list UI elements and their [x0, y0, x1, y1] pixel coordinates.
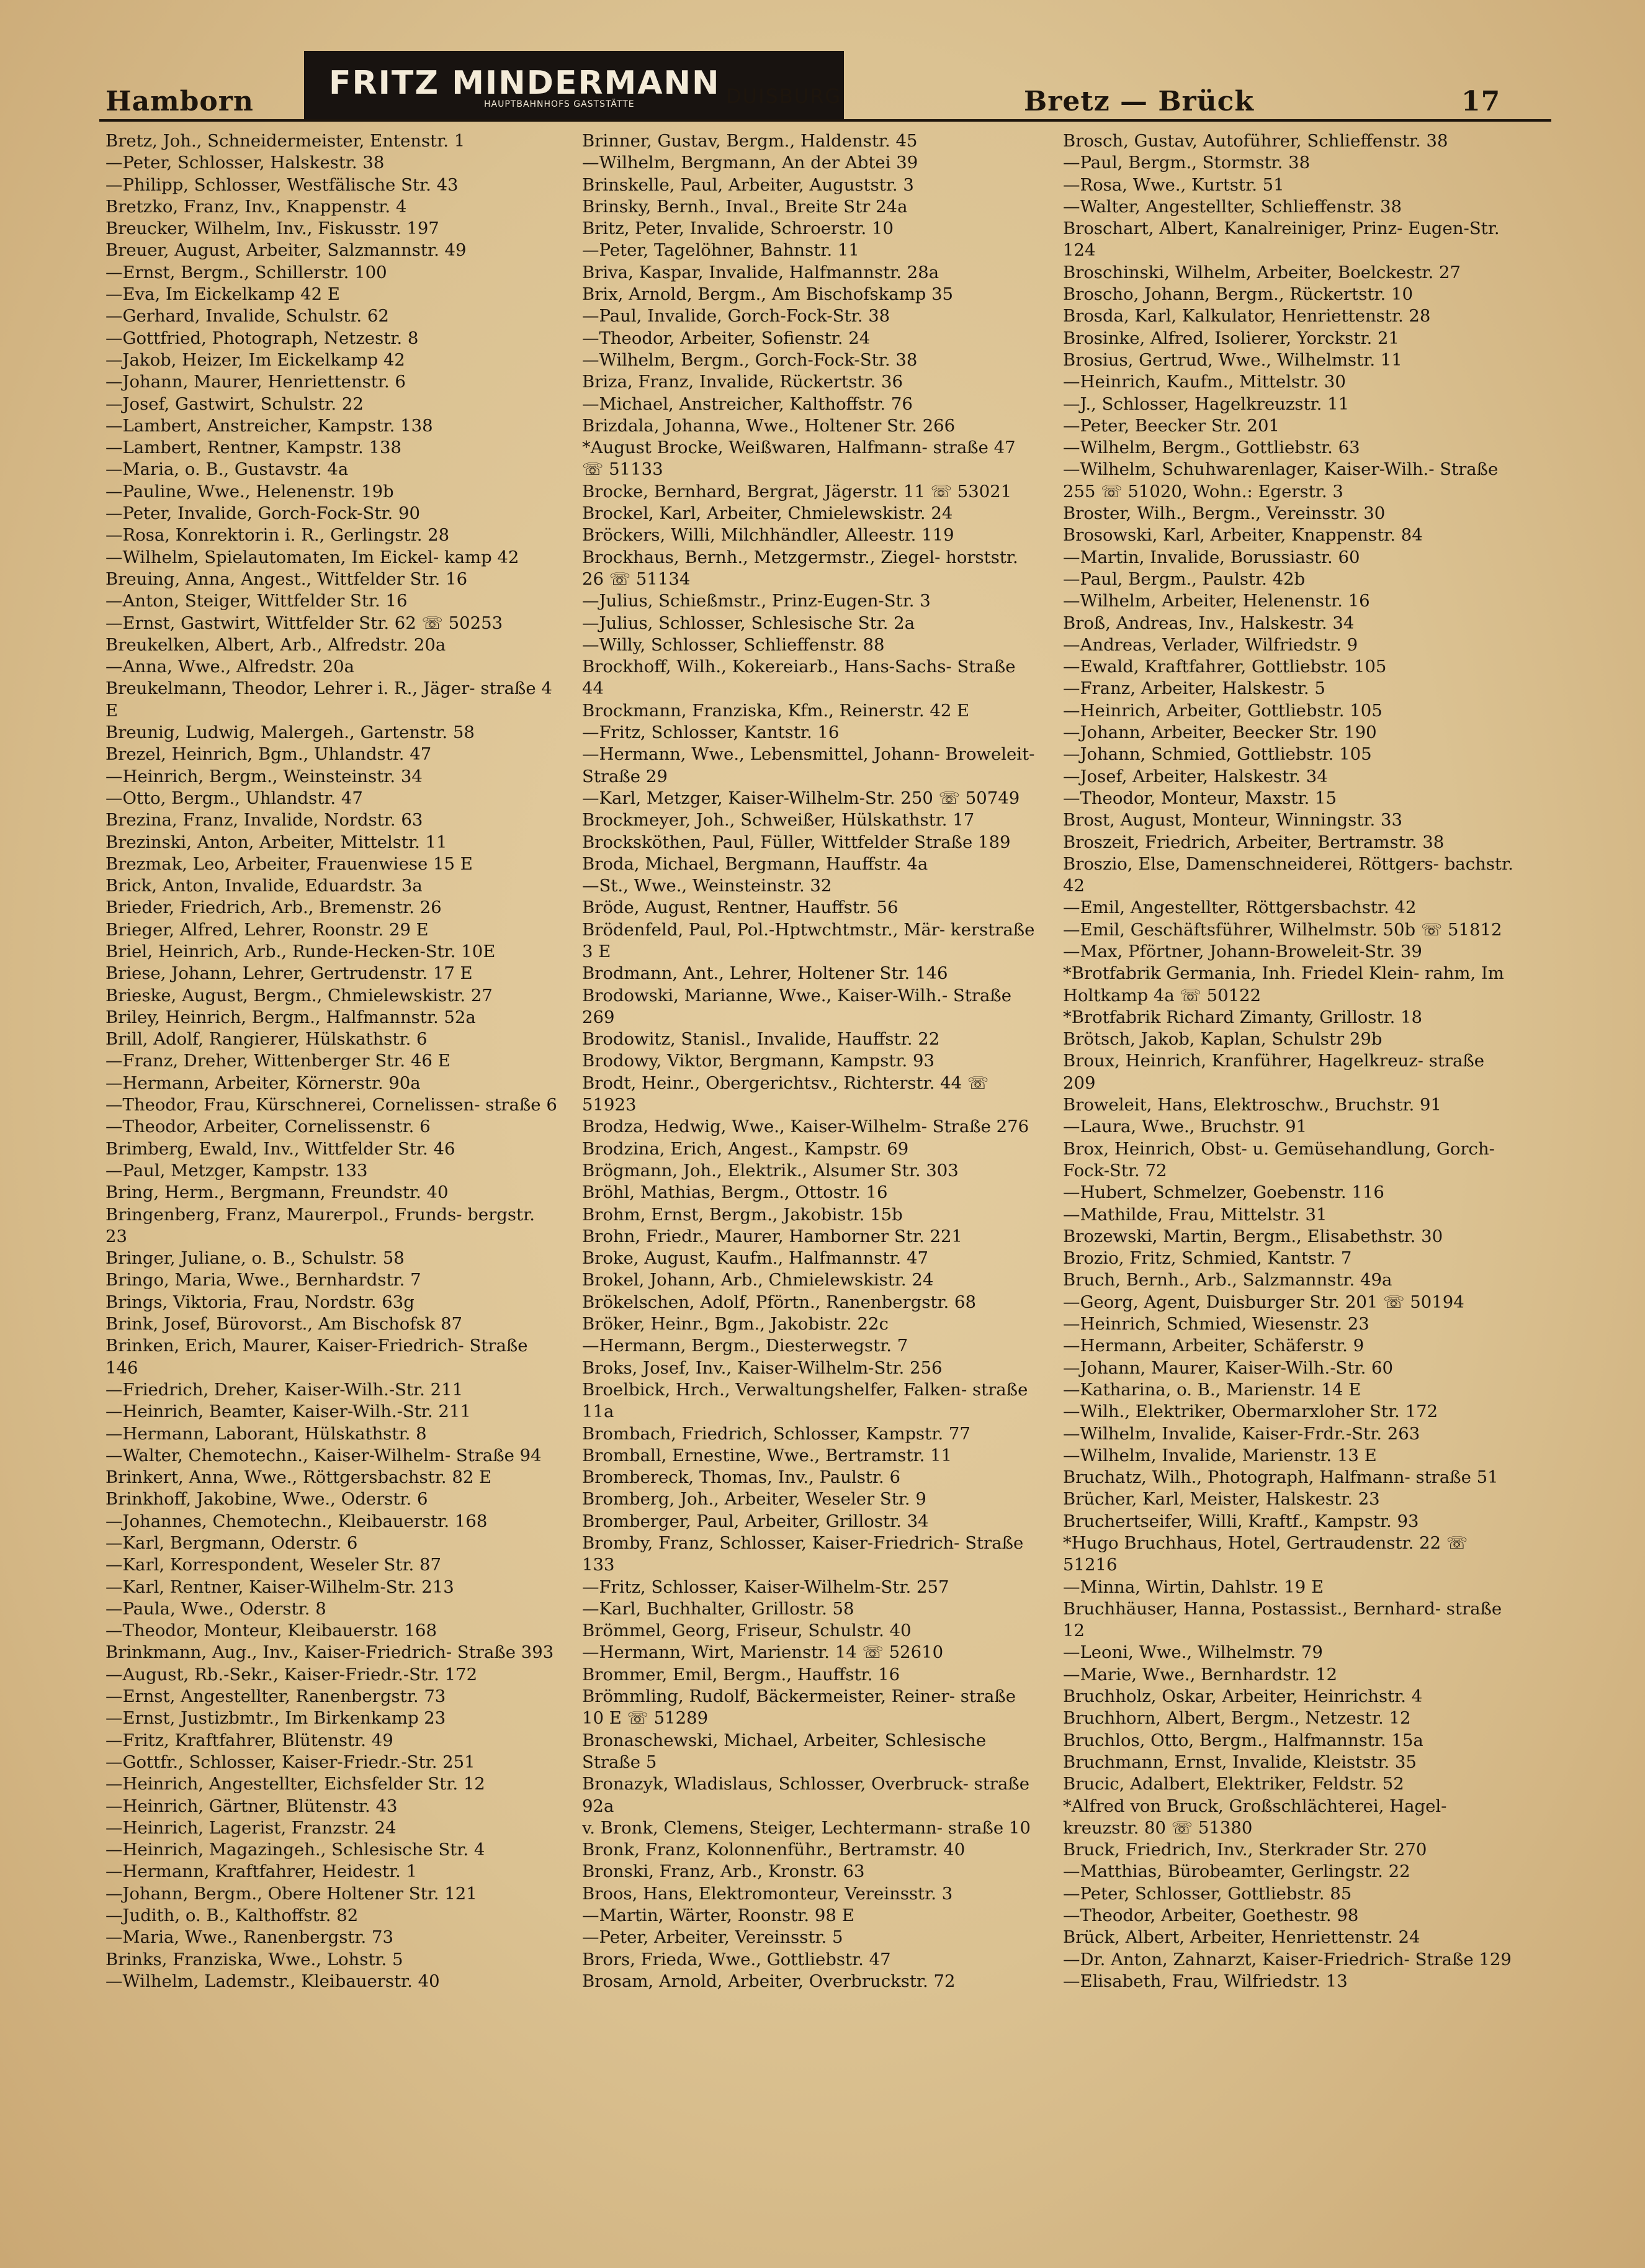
directory-entry: Brodzina, Erich, Angest., Kampstr. 69: [582, 1138, 909, 1159]
directory-entry: —Wilhelm, Invalide, Marienstr. 13 E: [1063, 1445, 1377, 1465]
directory-entry: Breuer, August, Arbeiter, Salzmannstr. 49: [105, 240, 467, 261]
directory-entry: Breunig, Ludwig, Malergeh., Gartenstr. 58: [105, 722, 475, 743]
directory-entry: —Wilhelm, Bergm., Gottliebstr. 63: [1063, 438, 1360, 458]
directory-entry: Bronazyk, Wladislaus, Schlosser, Overbruck- straße 92a: [582, 1774, 1029, 1816]
directory-entry: Brücher, Karl, Meister, Halskestr. 23: [1063, 1489, 1380, 1510]
directory-entry: —Leoni, Wwe., Wilhelmstr. 79: [1063, 1642, 1323, 1663]
column-1: [105, 130, 558, 1992]
directory-entry: Bring, Herm., Bergmann, Freundstr. 40: [105, 1182, 449, 1203]
directory-entry: Bruchholz, Oskar, Arbeiter, Heinrichstr. 4: [1063, 1686, 1423, 1707]
directory-entry: —Ernst, Gastwirt, Wittfelder Str. 62 ☏ 50253: [105, 613, 503, 633]
directory-entry: Brökelschen, Adolf, Pförtn., Ranenbergstr. 68: [582, 1292, 977, 1312]
directory-entry: —Jakob, Heizer, Im Eickelkamp 42: [105, 349, 405, 370]
directory-entry: —Heinrich, Beamter, Kaiser-Wilh.-Str. 211: [105, 1402, 471, 1422]
directory-entry: Brink, Josef, Bürovorst., Am Bischofsk 87: [105, 1314, 463, 1334]
directory-entry: Bruchatz, Wilh., Photograph, Halfmann- straße 51: [1063, 1467, 1499, 1488]
directory-entry: Brosam, Arnold, Arbeiter, Overbruckstr. 72: [582, 1971, 956, 1991]
directory-entry: Brocke, Bernhard, Bergrat, Jägerstr. 11 ☏ 53021: [582, 481, 1012, 502]
directory-entry: Brings, Viktoria, Frau, Nordstr. 63g: [105, 1292, 415, 1312]
directory-entry: *Brotfabrik Germania, Inh. Friedel Klein- rahm, Im Holtkamp 4a ☏ 50122: [1063, 963, 1504, 1006]
directory-entry: Brokel, Johann, Arb., Chmielewskistr. 24: [582, 1270, 934, 1290]
directory-entry: Briley, Heinrich, Bergm., Halfmannstr. 52a: [105, 1007, 476, 1027]
directory-entry: Bruchertseifer, Willi, Kraftf., Kampstr. 93: [1063, 1511, 1419, 1531]
directory-entry: —Gottfried, Photograph, Netzestr. 8: [105, 328, 419, 348]
directory-entry: —Wilhelm, Spielautomaten, Im Eickel- kamp 42: [105, 547, 519, 567]
directory-entry: Brockmeyer, Joh., Schweißer, Hülskathstr. 17: [582, 810, 975, 830]
directory-entry: Brinken, Erich, Maurer, Kaiser-Friedrich- Straße 146: [105, 1336, 528, 1378]
directory-entry: —Johannes, Chemotechn., Kleibauerstr. 168: [105, 1511, 488, 1531]
directory-entry: —Franz, Arbeiter, Halskestr. 5: [1063, 678, 1325, 699]
directory-entry: Bröckers, Willi, Milchhändler, Alleestr. 119: [582, 525, 954, 546]
directory-entry: —Paul, Bergm., Stormstr. 38: [1063, 153, 1311, 173]
directory-entry: Broos, Hans, Elektromonteur, Vereinsstr. 3: [582, 1883, 953, 1904]
directory-entry: Brimberg, Ewald, Inv., Wittfelder Str. 46: [105, 1138, 455, 1159]
directory-entry: —Paul, Invalide, Gorch-Fock-Str. 38: [582, 306, 890, 326]
directory-entry: —Wilhelm, Invalide, Kaiser-Frdr.-Str. 263: [1063, 1423, 1420, 1444]
directory-entry: —Minna, Wirtin, Dahlstr. 19 E: [1063, 1577, 1324, 1597]
directory-entry: —Karl, Buchhalter, Grillostr. 58: [582, 1598, 854, 1619]
directory-entry: —Willy, Schlosser, Schlieffenstr. 88: [582, 634, 885, 655]
directory-entry: Brezel, Heinrich, Bgm., Uhlandstr. 47: [105, 744, 432, 765]
directory-entry: Broster, Wilh., Bergm., Vereinsstr. 30: [1063, 503, 1386, 524]
directory-entry: Broscho, Johann, Bergm., Rückertstr. 10: [1063, 284, 1414, 305]
directory-entry: v. Bronk, Clemens, Steiger, Lechtermann- straße 10: [582, 1817, 1031, 1838]
directory-entry: Brors, Frieda, Wwe., Gottliebstr. 47: [582, 1949, 891, 1969]
directory-entry: Brieder, Friedrich, Arb., Bremenstr. 26: [105, 898, 442, 918]
directory-entry: Brezina, Franz, Invalide, Nordstr. 63: [105, 810, 423, 830]
directory-entry: Brinsky, Bernh., Inval., Breite Str 24a: [582, 196, 908, 217]
directory-entry: Brömmel, Georg, Friseur, Schulstr. 40: [582, 1621, 912, 1641]
directory-entry: —Hermann, Laborant, Hülskathstr. 8: [105, 1423, 427, 1444]
directory-entry: —Hermann, Wwe., Lebensmittel, Johann- Broweleit-Straße 29: [582, 744, 1035, 786]
directory-entry: —Ewald, Kraftfahrer, Gottliebstr. 105: [1063, 657, 1387, 677]
directory-entry: Bromby, Franz, Schlosser, Kaiser-Friedrich- Straße 133: [582, 1533, 1024, 1575]
directory-entry: Brosch, Gustav, Autoführer, Schlieffenstr. 38: [1063, 131, 1448, 151]
directory-entry: Broda, Michael, Bergmann, Hauffstr. 4a: [582, 853, 928, 874]
directory-entry: Broux, Heinrich, Kranführer, Hagelkreuz- straße 209: [1063, 1051, 1485, 1093]
directory-entry: —Peter, Invalide, Gorch-Fock-Str. 90: [105, 503, 421, 524]
directory-entry: —Friedrich, Dreher, Kaiser-Wilh.-Str. 211: [105, 1379, 464, 1400]
directory-entry: Brieger, Alfred, Lehrer, Roonstr. 29 E: [105, 919, 429, 940]
header-rule: [99, 119, 1551, 122]
directory-entry: Breukelken, Albert, Arb., Alfredstr. 20a: [105, 634, 446, 655]
directory-entry: Brosowski, Karl, Arbeiter, Knappenstr. 84: [1063, 525, 1423, 546]
directory-entry: —Johann, Maurer, Kaiser-Wilh.-Str. 60: [1063, 1357, 1394, 1378]
directory-entry: —Georg, Agent, Duisburger Str. 201 ☏ 50194: [1063, 1292, 1464, 1312]
directory-entry: Bronk, Franz, Kolonnenführ., Bertramstr. 40: [582, 1840, 966, 1860]
directory-entry: —Ernst, Angestellter, Ranenbergstr. 73: [105, 1686, 446, 1707]
directory-entry: —Paul, Bergm., Paulstr. 42b: [1063, 569, 1306, 589]
directory-entry: Brosius, Gertrud, Wwe., Wilhelmstr. 11: [1063, 349, 1402, 370]
directory-entry: Bringenberg, Franz, Maurerpol., Frunds- bergstr. 23: [105, 1204, 535, 1246]
directory-entry: Brögmann, Joh., Elektrik., Alsumer Str. 303: [582, 1160, 959, 1181]
directory-entry: —Johann, Bergm., Obere Holtener Str. 121: [105, 1883, 477, 1904]
directory-entry: Brinks, Franziska, Wwe., Lohstr. 5: [105, 1949, 403, 1969]
directory-entry: —Fritz, Kraftfahrer, Blütenstr. 49: [105, 1730, 393, 1750]
directory-entry: —Philipp, Schlosser, Westfälische Str. 43: [105, 174, 459, 195]
directory-entry: Brinskelle, Paul, Arbeiter, Auguststr. 3: [582, 174, 914, 195]
directory-entry: —Franz, Dreher, Wittenberger Str. 46 E: [105, 1051, 450, 1071]
directory-entry: Brill, Adolf, Rangierer, Hülskathstr. 6: [105, 1029, 428, 1050]
directory-entry: —Karl, Rentner, Kaiser-Wilhelm-Str. 213: [105, 1577, 454, 1597]
directory-entry: Bröde, August, Rentner, Hauffstr. 56: [582, 898, 899, 918]
directory-entry: Brockhaus, Bernh., Metzgermstr., Ziegel- horststr. 26 ☏ 51134: [582, 547, 1018, 589]
directory-entry: Brinkmann, Aug., Inv., Kaiser-Friedrich- Straße 393: [105, 1642, 554, 1663]
directory-entry: Bruchhorn, Albert, Bergm., Netzestr. 12: [1063, 1708, 1411, 1729]
directory-entry: Brodowitz, Stanisl., Invalide, Hauffstr. 22: [582, 1029, 940, 1050]
directory-entry: Brodowy, Viktor, Bergmann, Kampstr. 93: [582, 1051, 935, 1071]
directory-entry: —Peter, Arbeiter, Vereinsstr. 5: [582, 1927, 843, 1948]
directory-entry: Brommer, Emil, Bergm., Hauffstr. 16: [582, 1664, 900, 1685]
directory-entry: —Josef, Gastwirt, Schulstr. 22: [105, 394, 364, 414]
directory-entry: —Karl, Bergmann, Oderstr. 6: [105, 1533, 358, 1553]
directory-entry: —Julius, Schießmstr., Prinz-Eugen-Str. 3: [582, 591, 931, 611]
directory-entry: Bronski, Franz, Arb., Kronstr. 63: [582, 1861, 865, 1882]
directory-entry: —Otto, Bergm., Uhlandstr. 47: [105, 788, 363, 808]
directory-entry: —Emil, Geschäftsführer, Wilhelmstr. 50b ☏ 51812: [1063, 919, 1502, 940]
directory-entry: —Ernst, Justizbmtr., Im Birkenkamp 23: [105, 1708, 446, 1729]
directory-entry: Bringer, Juliane, o. B., Schulstr. 58: [105, 1248, 405, 1269]
directory-entry: —Walter, Chemotechn., Kaiser-Wilhelm- Straße 94: [105, 1445, 542, 1465]
directory-entry: Brömmling, Rudolf, Bäckermeister, Reiner- straße 10 E ☏ 51289: [582, 1686, 1016, 1729]
directory-entry: Brix, Arnold, Bergm., Am Bischofskamp 35: [582, 284, 954, 305]
directory-entry: Bretz, Joh., Schneidermeister, Entenstr. 1: [105, 131, 465, 151]
directory-entry: Brick, Anton, Invalide, Eduardstr. 3a: [105, 876, 423, 896]
ad-city: DUISBURG: [726, 84, 842, 108]
directory-entry: —Matthias, Bürobeamter, Gerlingstr. 22: [1063, 1861, 1410, 1882]
directory-entry: Broszeit, Friedrich, Arbeiter, Bertramstr. 38: [1063, 832, 1445, 852]
directory-entry: Breucker, Wilhelm, Inv., Fiskusstr. 197: [105, 218, 439, 239]
directory-entry: Brötsch, Jakob, Kaplan, Schulstr 29b: [1063, 1029, 1383, 1050]
directory-entry: Bromberger, Paul, Arbeiter, Grillostr. 34: [582, 1511, 929, 1531]
directory-entry: —Anna, Wwe., Alfredstr. 20a: [105, 657, 354, 677]
directory-entry: Brödenfeld, Paul, Pol.-Hptwchtmstr., Mär- kerstraße 3 E: [582, 919, 1035, 961]
directory-entry: —Wilhelm, Bergmann, An der Abtei 39: [582, 153, 918, 173]
directory-entry: Brinner, Gustav, Bergm., Haldenstr. 45: [582, 131, 918, 151]
directory-entry: —Johann, Arbeiter, Beecker Str. 190: [1063, 722, 1377, 743]
directory-entry: —Dr. Anton, Zahnarzt, Kaiser-Friedrich- Straße 129: [1063, 1949, 1512, 1969]
directory-entry: Brozewski, Martin, Bergm., Elisabethstr. 30: [1063, 1226, 1443, 1246]
directory-entry: —Peter, Beecker Str. 201: [1063, 415, 1280, 436]
directory-entry: —Michael, Anstreicher, Kalthoffstr. 76: [582, 394, 913, 414]
page-header-range: Bretz — Brück: [1024, 86, 1254, 117]
directory-entry: Brozio, Fritz, Schmied, Kantstr. 7: [1063, 1248, 1352, 1269]
directory-entry: Brocksköthen, Paul, Füller, Wittfelder Straße 189: [582, 832, 1011, 852]
directory-entry: —Heinrich, Arbeiter, Gottliebstr. 105: [1063, 700, 1383, 721]
directory-entry: —Rosa, Wwe., Kurtstr. 51: [1063, 174, 1284, 195]
directory-entry: —Hermann, Arbeiter, Schäferstr. 9: [1063, 1336, 1365, 1356]
directory-entry: Broweleit, Hans, Elektroschw., Bruchstr. 91: [1063, 1095, 1442, 1115]
directory-entry: Breuing, Anna, Angest., Wittfelder Str. 16: [105, 569, 468, 589]
directory-entry: Bruchmann, Ernst, Invalide, Kleiststr. 35: [1063, 1752, 1417, 1772]
directory-entry: —Karl, Korrespondent, Weseler Str. 87: [105, 1555, 442, 1575]
directory-entry: Broks, Josef, Inv., Kaiser-Wilhelm-Str. 256: [582, 1357, 943, 1378]
directory-entry: Broß, Andreas, Inv., Halskestr. 34: [1063, 613, 1355, 633]
directory-entry: —Walter, Angestellter, Schlieffenstr. 38: [1063, 196, 1402, 217]
directory-entry: Brombach, Friedrich, Schlosser, Kampstr. 77: [582, 1423, 970, 1444]
directory-entry: *Alfred von Bruck, Großschlächterei, Hagel- kreuzstr. 80 ☏ 51380: [1063, 1796, 1447, 1838]
directory-entry: —St., Wwe., Weinsteinstr. 32: [582, 876, 832, 896]
directory-entry: —Gerhard, Invalide, Schulstr. 62: [105, 306, 389, 326]
directory-entry: —Peter, Schlosser, Halskestr. 38: [105, 153, 385, 173]
directory-entry: *Hugo Bruchhaus, Hotel, Gertraudenstr. 22 ☏ 51216: [1063, 1533, 1468, 1575]
directory-entry: —Judith, o. B., Kalthoffstr. 82: [105, 1906, 359, 1926]
directory-entry: Bruch, Bernh., Arb., Salzmannstr. 49a: [1063, 1270, 1392, 1290]
directory-entry: —Andreas, Verlader, Wilfriedstr. 9: [1063, 634, 1358, 655]
directory-entry: Briva, Kaspar, Invalide, Halfmannstr. 28a: [582, 262, 939, 282]
directory-entry: Briel, Heinrich, Arb., Runde-Hecken-Str. 10E: [105, 941, 496, 961]
directory-entry: Brombereck, Thomas, Inv., Paulstr. 6: [582, 1467, 901, 1488]
directory-entry: Broschart, Albert, Kanalreiniger, Prinz- Eugen-Str. 124: [1063, 218, 1500, 261]
directory-entry: —Theodor, Monteur, Maxstr. 15: [1063, 788, 1337, 808]
column-3: [1063, 130, 1516, 1992]
page-number: 17: [1461, 86, 1501, 117]
directory-entry: Bronaschewski, Michael, Arbeiter, Schlesische Straße 5: [582, 1730, 987, 1772]
directory-entry: —Johann, Maurer, Henriettenstr. 6: [105, 372, 406, 392]
directory-entry: Brockmann, Franziska, Kfm., Reinerstr. 42 E: [582, 700, 970, 721]
directory-entry: —J., Schlosser, Hagelkreuzstr. 11: [1063, 394, 1350, 414]
directory-entry: —Theodor, Arbeiter, Sofienstr. 24: [582, 328, 871, 348]
directory-entry: —Heinrich, Gärtner, Blütenstr. 43: [105, 1796, 398, 1816]
directory-entry: —Theodor, Arbeiter, Goethestr. 98: [1063, 1906, 1359, 1926]
directory-entry: —Martin, Wärter, Roonstr. 98 E: [582, 1906, 854, 1926]
directory-entry: —Heinrich, Kaufm., Mittelstr. 30: [1063, 372, 1346, 392]
directory-entry: Bröker, Heinr., Bgm., Jakobistr. 22c: [582, 1314, 889, 1334]
directory-entry: —Theodor, Arbeiter, Cornelissenstr. 6: [105, 1117, 431, 1137]
directory-entry: —Wilhelm, Schuhwarenlager, Kaiser-Wilh.- Straße 255 ☏ 51020, Wohn.: Egerstr. 3: [1063, 459, 1499, 502]
directory-entry: Brinkert, Anna, Wwe., Röttgersbachstr. 82 E: [105, 1467, 492, 1488]
directory-entry: —Peter, Schlosser, Gottliebstr. 85: [1063, 1883, 1352, 1904]
directory-entry: Broke, August, Kaufm., Halfmannstr. 47: [582, 1248, 929, 1269]
directory-entry: —Hubert, Schmelzer, Goebenstr. 116: [1063, 1182, 1384, 1203]
directory-entry: —Laura, Wwe., Bruchstr. 91: [1063, 1117, 1307, 1137]
directory-entry: Bromberg, Joh., Arbeiter, Weseler Str. 9: [582, 1489, 926, 1510]
directory-entry: —Anton, Steiger, Wittfelder Str. 16: [105, 591, 408, 611]
directory-entry: Brizdala, Johanna, Wwe., Holtener Str. 266: [582, 415, 956, 436]
directory-entry: —Wilhelm, Lademstr., Kleibauerstr. 40: [105, 1971, 440, 1991]
directory-entry: Brinkhoff, Jakobine, Wwe., Oderstr. 6: [105, 1489, 428, 1510]
directory-entry: —Paula, Wwe., Oderstr. 8: [105, 1598, 326, 1619]
directory-entry: —Pauline, Wwe., Helenenstr. 19b: [105, 481, 394, 502]
directory-entry: Broelbick, Hrch., Verwaltungshelfer, Falken- straße 11a: [582, 1379, 1028, 1422]
directory-entry: —Martin, Invalide, Borussiastr. 60: [1063, 547, 1360, 567]
directory-entry: Brezmak, Leo, Arbeiter, Frauenwiese 15 E: [105, 853, 473, 874]
directory-entry: —Ernst, Bergm., Schillerstr. 100: [105, 262, 387, 282]
directory-entry: —Paul, Metzger, Kampstr. 133: [105, 1160, 368, 1181]
directory-entry: —Eva, Im Eickelkamp 42 E: [105, 284, 340, 305]
directory-entry: —Maria, o. B., Gustavstr. 4a: [105, 459, 349, 480]
directory-entry: —Hermann, Bergm., Diesterwegstr. 7: [582, 1336, 908, 1356]
directory-entry: —Heinrich, Lagerist, Franzstr. 24: [105, 1817, 397, 1838]
directory-entry: Brohn, Friedr., Maurer, Hamborner Str. 221: [582, 1226, 962, 1246]
directory-entry: —Johann, Schmied, Gottliebstr. 105: [1063, 744, 1372, 765]
directory-entry: Brodowski, Marianne, Wwe., Kaiser-Wilh.- Straße 269: [582, 985, 1012, 1027]
directory-entry: Briza, Franz, Invalide, Rückertstr. 36: [582, 372, 903, 392]
directory-entry: —Lambert, Rentner, Kampstr. 138: [105, 438, 402, 458]
directory-entry: Brucic, Adalbert, Elektriker, Feldstr. 52: [1063, 1774, 1404, 1794]
directory-entry: Bröhl, Mathias, Bergm., Ottostr. 16: [582, 1182, 888, 1203]
directory-entry: Brieske, August, Bergm., Chmielewskistr. 27: [105, 985, 493, 1006]
directory-entry: —Hermann, Arbeiter, Körnerstr. 90a: [105, 1073, 421, 1093]
ad-subtitle: HAUPTBAHNHOFS GASTSTÄTTE: [484, 99, 635, 109]
directory-entry: —Maria, Wwe., Ranenbergstr. 73: [105, 1927, 393, 1948]
directory-entry: Brück, Albert, Arbeiter, Henriettenstr. 24: [1063, 1927, 1420, 1948]
directory-entry: Bruchlos, Otto, Bergm., Halfmannstr. 15a: [1063, 1730, 1423, 1750]
ad-name: FRITZ MINDERMANN: [329, 65, 720, 102]
directory-entry: Bromball, Ernestine, Wwe., Bertramstr. 11: [582, 1445, 952, 1465]
directory-entry: —Heinrich, Magazingeh., Schlesische Str. 4: [105, 1840, 485, 1860]
page-header-left: Hamborn: [105, 86, 254, 117]
directory-entry: Brosda, Karl, Kalkulator, Henriettenstr. 28: [1063, 306, 1431, 326]
column-2: [582, 130, 1035, 1992]
directory-entry: —Heinrich, Bergm., Weinsteinstr. 34: [105, 766, 423, 786]
directory-entry: Brosinke, Alfred, Isolierer, Yorckstr. 21: [1063, 328, 1400, 348]
directory-entry: —Theodor, Monteur, Kleibauerstr. 168: [105, 1621, 437, 1641]
directory-entry: —Rosa, Konrektorin i. R., Gerlingstr. 28: [105, 525, 450, 546]
directory-entry: *August Brocke, Weißwaren, Halfmann- straße 47 ☏ 51133: [582, 438, 1016, 480]
directory-entry: Broszio, Else, Damenschneiderei, Röttgers- bachstr. 42: [1063, 853, 1513, 896]
directory-entry: *Brotfabrik Richard Zimanty, Grillostr. 18: [1063, 1007, 1423, 1027]
directory-entry: —Wilhelm, Arbeiter, Helenenstr. 16: [1063, 591, 1370, 611]
directory-entry: Breukelmann, Theodor, Lehrer i. R., Jäger- straße 4 E: [105, 678, 552, 721]
directory-entry: —Josef, Arbeiter, Halskestr. 34: [1063, 766, 1328, 786]
directory-entry: Brodza, Hedwig, Wwe., Kaiser-Wilhelm- Straße 276: [582, 1117, 1029, 1137]
directory-entry: —August, Rb.-Sekr., Kaiser-Friedr.-Str. 172: [105, 1664, 478, 1685]
directory-entry: Brodmann, Ant., Lehrer, Holtener Str. 146: [582, 963, 948, 984]
directory-entry: —Hermann, Wirt, Marienstr. 14 ☏ 52610: [582, 1642, 944, 1663]
directory-entry: —Hermann, Kraftfahrer, Heidestr. 1: [105, 1861, 418, 1882]
directory-entry: —Mathilde, Frau, Mittelstr. 31: [1063, 1204, 1327, 1225]
directory-entry: —Wilh., Elektriker, Obermarxloher Str. 172: [1063, 1402, 1438, 1422]
directory-entry: —Max, Pförtner, Johann-Broweleit-Str. 39: [1063, 941, 1422, 961]
directory-entry: Brost, August, Monteur, Winningstr. 33: [1063, 810, 1403, 830]
directory-entry: —Marie, Wwe., Bernhardstr. 12: [1063, 1664, 1338, 1685]
directory-entry: —Fritz, Schlosser, Kaiser-Wilhelm-Str. 257: [582, 1577, 949, 1597]
directory-entry: Britz, Peter, Invalide, Schroerstr. 10: [582, 218, 894, 239]
directory-entry: Bringo, Maria, Wwe., Bernhardstr. 7: [105, 1270, 421, 1290]
directory-entry: Brox, Heinrich, Obst- u. Gemüsehandlung, Gorch-Fock-Str. 72: [1063, 1138, 1495, 1181]
directory-entry: —Wilhelm, Bergm., Gorch-Fock-Str. 38: [582, 349, 918, 370]
directory-entry: Broschinski, Wilhelm, Arbeiter, Boelckestr. 27: [1063, 262, 1461, 282]
directory-entry: —Peter, Tagelöhner, Bahnstr. 11: [582, 240, 859, 261]
directory-entry: —Lambert, Anstreicher, Kampstr. 138: [105, 415, 433, 436]
directory-entry: —Heinrich, Schmied, Wiesenstr. 23: [1063, 1314, 1369, 1334]
directory-entry: Brockhoff, Wilh., Kokereiarb., Hans-Sachs- Straße 44: [582, 657, 1016, 699]
directory-entry: —Fritz, Schlosser, Kantstr. 16: [582, 722, 840, 743]
directory-entry: Brezinski, Anton, Arbeiter, Mittelstr. 11: [105, 832, 447, 852]
directory-entry: —Katharina, o. B., Marienstr. 14 E: [1063, 1379, 1361, 1400]
directory-entry: Bruck, Friedrich, Inv., Sterkrader Str. 270: [1063, 1840, 1427, 1860]
directory-entry: Brohm, Ernst, Bergm., Jakobistr. 15b: [582, 1204, 903, 1225]
directory-entry: —Gottfr., Schlosser, Kaiser-Friedr.-Str. 251: [105, 1752, 475, 1772]
directory-entry: Bretzko, Franz, Inv., Knappenstr. 4: [105, 196, 407, 217]
directory-entry: Briese, Johann, Lehrer, Gertrudenstr. 17 E: [105, 963, 473, 984]
directory-entry: Brodt, Heinr., Obergerichtsv., Richterstr. 44 ☏ 51923: [582, 1073, 989, 1115]
directory-entry: —Elisabeth, Frau, Wilfriedstr. 13: [1063, 1971, 1348, 1991]
directory-entry: —Julius, Schlosser, Schlesische Str. 2a: [582, 613, 915, 633]
directory-entry: —Heinrich, Angestellter, Eichsfelder Str. 12: [105, 1774, 485, 1794]
directory-entry: —Emil, Angestellter, Röttgersbachstr. 42: [1063, 898, 1417, 918]
directory-entry: Brockel, Karl, Arbeiter, Chmielewskistr. 24: [582, 503, 953, 524]
directory-entry: Bruchhäuser, Hanna, Postassist., Bernhard- straße 12: [1063, 1598, 1502, 1641]
directory-entry: —Theodor, Frau, Kürschnerei, Cornelissen- straße 6: [105, 1095, 557, 1115]
directory-entry: —Karl, Metzger, Kaiser-Wilhelm-Str. 250 ☏ 50749: [582, 788, 1020, 808]
